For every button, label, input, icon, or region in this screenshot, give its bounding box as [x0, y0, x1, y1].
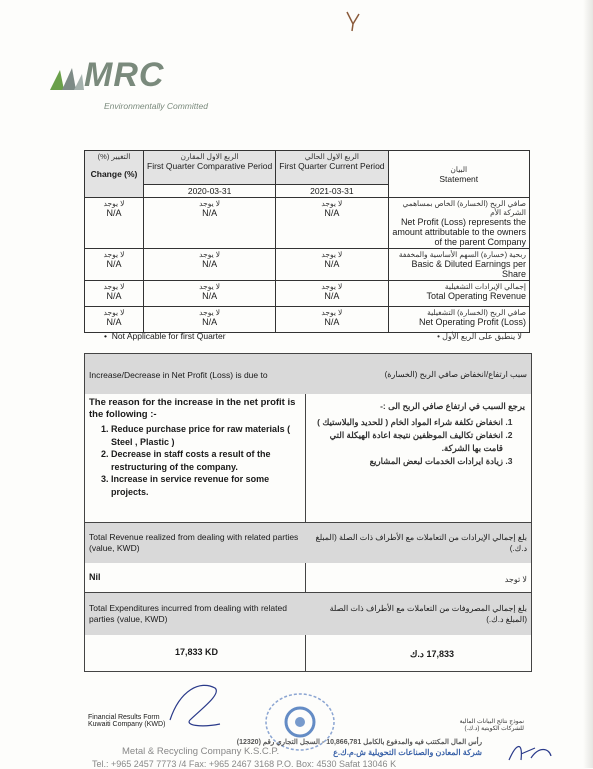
related-expenditure-value-ar: 17,833 د.ك [410, 649, 454, 659]
capital-ar: رأس المال المكتتب فيه والمدفوع بالكامل 10,866,781 - السجل التجاري رقم (12320) [236, 739, 482, 746]
company-name-en: Metal & Recycling Company K.S.C.P. [122, 746, 280, 757]
related-revenue-value-ar: لا توجد [504, 575, 527, 584]
initials [505, 738, 555, 766]
reasons-section [84, 353, 532, 525]
form-label: Financial Results Form Kuwaiti Company (KWD) [88, 714, 166, 728]
related-revenue-section: Total Revenue realized from dealing with related parties (value, KWD) بلغ إجمالي الإيرادات من التعاملات مع الأطراف ذات الصلة (المبلغ د.ك.) Nil لا توجد [84, 522, 532, 594]
header-previous: الربع الاول المقارن First Quarter Comparative Period [144, 151, 276, 185]
note-ar: لا ينطبق على الربع الأول • [437, 332, 522, 341]
company-name-ar: شركة المعادن والصناعات التحويلية ش.م.ك.ع [333, 748, 482, 757]
date-previous: 2020-03-31 [144, 185, 276, 198]
table-row: لا يوجد N/A لا يوجد N/A لا يوجد N/A صافي الربح (الخسارة) التشغيلية Net Operating Profit (Loss) [85, 307, 530, 333]
reason-item-ar: 2. انخفاض تكاليف الموظفين نتيجة اعادة الهيكلة التي قامت بها الشركة. [311, 429, 503, 455]
table-row: لا يوجد N/A لا يوجد N/A لا يوجد N/A صافي الربح (الخسارة) الخاص بمساهمي الشركة الأم Net Profit (Loss) represents the amount attributable to the owners of the parent Company [85, 198, 530, 249]
header-current: الربع الاول الحالي First Quarter Current Period [276, 151, 388, 185]
signature [160, 680, 230, 736]
date-current: 2021-03-31 [276, 185, 388, 198]
financial-table [84, 150, 530, 333]
tagline: Environmentally Committed [104, 101, 208, 111]
logo-text: MRC [84, 56, 165, 94]
reasons-ar: يرجع السبب في ارتفاع صافي الربح الى :- 1. انخفاض تكلفة شراء المواد الخام ( للحديد والبلاستيك ) 2. انخفاض تكاليف الموظفين نتيجة اعادة الهيكلة التي قامت بها الشركة. 3. زيادة ايرادات الخدمات لبعض المشاريع [311, 400, 525, 468]
reason-item-ar: 3. زيادة ايرادات الخدمات لبعض المشاريع [311, 455, 503, 468]
reasons-header: Increase/Decrease in Net Profit (Loss) is due to سبب ارتفاع/انخفاض صافي الربح (الخسارة) [85, 354, 531, 394]
form-label-ar: نموذج نتائج البيانات المالية للشركات الكويتية (د.ك.) [459, 719, 524, 732]
header-statement: البيان Statement [388, 151, 529, 198]
reason-item: 1. Reduce purchase price for raw materials ( Steel , Plastic ) [111, 423, 301, 448]
scan-edge [583, 0, 593, 768]
related-expenditure-section: Total Expenditures incurred from dealing with related parties (value, KWD) بلغ إجمالي المصروفات من التعاملات مع الأطراف ذات الصلة (المبلغ د.ك.) 17,833 KD 17,833 د.ك [84, 592, 532, 672]
reason-item: 2. Decrease in staff costs a result of the restructuring of the company. [111, 448, 301, 473]
contact-line: Tel.: +965 2457 7773 /4 Fax: +965 2467 3168 P.O. Box: 4530 Safat 13046 K [92, 759, 397, 769]
related-expenditure-value: 17,833 KD [175, 647, 219, 657]
reasons-en: The reason for the increase in the net profit is the following :- 1. Reduce purchase price for raw materials ( Steel , Plastic ) 2. Decrease in staff costs a result of the restructuring of the company. 3. Increase in service revenue for some projects. [89, 397, 301, 498]
related-revenue-value: Nil [89, 572, 101, 582]
header-change: التغيير (%) Change (%) [85, 151, 144, 198]
note-en: • Not Applicable for first Quarter [104, 331, 226, 341]
reason-item: 3. Increase in service revenue for some projects. [111, 473, 301, 498]
table-row: لا يوجد N/A لا يوجد N/A لا يوجد N/A ربحية (خسارة) السهم الأساسية والمخففة Basic & Diluted Earnings per Share [85, 249, 530, 281]
logo-icon [50, 64, 84, 92]
table-row: لا يوجد N/A لا يوجد N/A لا يوجد N/A إجمالي الإيرادات التشغيلية Total Operating Revenue [85, 281, 530, 307]
reason-item-ar: 1. انخفاض تكلفة شراء المواد الخام ( للحديد والبلاستيك ) [311, 416, 503, 429]
pen-mark [343, 10, 363, 32]
